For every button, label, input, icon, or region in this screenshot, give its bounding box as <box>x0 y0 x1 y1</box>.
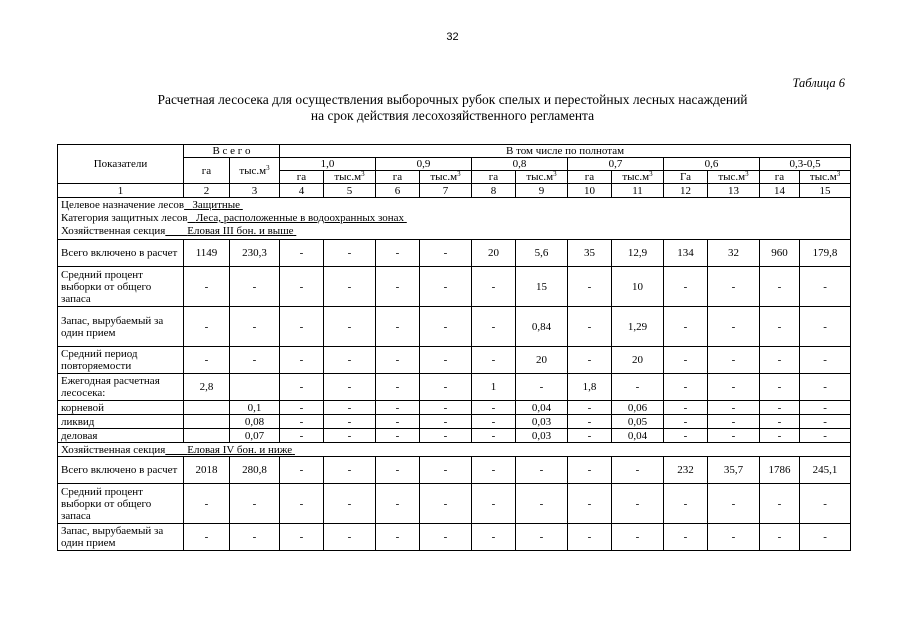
table-cell: - <box>280 457 324 484</box>
table-cell: - <box>708 415 760 429</box>
table-cell: - <box>324 457 376 484</box>
column-number: 13 <box>708 184 760 198</box>
forest-section: Хозяйственная секция Еловая III бон. и выше <box>61 225 294 237</box>
table-cell: - <box>280 524 324 551</box>
table-cell: - <box>376 267 420 307</box>
table-cell: - <box>280 374 324 401</box>
header-total: В с е г о <box>184 145 280 158</box>
table-cell: 20 <box>516 347 568 374</box>
table-cell: - <box>184 307 230 347</box>
table-cell: - <box>420 524 472 551</box>
table-cell: 0,03 <box>516 429 568 443</box>
table-cell: 280,8 <box>230 457 280 484</box>
table-cell: - <box>376 240 420 267</box>
header-unit-ha: га <box>376 171 420 184</box>
table-cell: 32 <box>708 240 760 267</box>
column-number: 12 <box>664 184 708 198</box>
table-cell: - <box>324 347 376 374</box>
table-cell: - <box>800 307 851 347</box>
table-cell: - <box>280 240 324 267</box>
column-number: 11 <box>612 184 664 198</box>
table-row <box>58 457 851 484</box>
table-cell: - <box>800 429 851 443</box>
row-label: корневой <box>58 401 184 415</box>
allowable-cut-table <box>57 144 851 551</box>
table-cell: - <box>708 267 760 307</box>
table-cell: - <box>664 401 708 415</box>
table-cell: - <box>664 484 708 524</box>
table-cell: - <box>472 267 516 307</box>
table-cell: 1149 <box>184 240 230 267</box>
table-row <box>58 374 851 401</box>
column-number: 1 <box>58 184 184 198</box>
table-cell: - <box>184 484 230 524</box>
column-number: 7 <box>420 184 472 198</box>
column-number: 14 <box>760 184 800 198</box>
table-cell <box>184 415 230 429</box>
table-cell: - <box>568 401 612 415</box>
table-cell: - <box>420 267 472 307</box>
table-cell: - <box>760 267 800 307</box>
table-cell: - <box>708 347 760 374</box>
table-cell: - <box>568 484 612 524</box>
column-number: 5 <box>324 184 376 198</box>
table-row <box>58 429 851 443</box>
header-total-tys: $тыс.м^3$ <box>230 158 280 184</box>
table-label: Таблица 6 <box>792 76 845 90</box>
table-cell: - <box>324 240 376 267</box>
table-cell: - <box>664 429 708 443</box>
column-number: 10 <box>568 184 612 198</box>
table-cell: - <box>472 401 516 415</box>
table-cell: 179,8 <box>800 240 851 267</box>
table-cell: 10 <box>612 267 664 307</box>
table-cell: - <box>280 347 324 374</box>
row-label: Средний процент выборки от общего запаса <box>58 484 184 524</box>
table-cell: - <box>708 429 760 443</box>
table-cell: - <box>376 429 420 443</box>
table-cell: - <box>230 484 280 524</box>
header-density-0-8: 0,8 <box>472 158 568 171</box>
table-cell: - <box>664 374 708 401</box>
table-cell: - <box>760 524 800 551</box>
header-unit-tys: $тыс.м^3$ <box>324 171 376 184</box>
header-unit-ha: га <box>568 171 612 184</box>
table-cell: - <box>472 524 516 551</box>
table-cell: - <box>760 415 800 429</box>
table-cell: 1 <box>472 374 516 401</box>
table-cell: 35,7 <box>708 457 760 484</box>
table-cell: - <box>612 374 664 401</box>
table-cell <box>184 401 230 415</box>
header-unit-ha: га <box>472 171 516 184</box>
forest-purpose: Целевое назначение лесов Защитные <box>61 199 241 211</box>
table-cell: - <box>420 457 472 484</box>
table-cell: - <box>664 415 708 429</box>
table-cell: - <box>280 415 324 429</box>
table-cell: - <box>324 267 376 307</box>
header-density-0-3-0-5: 0,3-0,5 <box>760 158 851 171</box>
document-title <box>0 92 905 124</box>
table-cell: - <box>230 267 280 307</box>
table-cell: - <box>760 401 800 415</box>
table-cell: - <box>280 267 324 307</box>
column-number: 6 <box>376 184 420 198</box>
table-cell: 35 <box>568 240 612 267</box>
table-cell: - <box>708 524 760 551</box>
table-cell: - <box>516 524 568 551</box>
table-cell: 20 <box>472 240 516 267</box>
table-cell: - <box>800 267 851 307</box>
table-cell: - <box>516 457 568 484</box>
table-cell: - <box>708 374 760 401</box>
table-cell: - <box>760 484 800 524</box>
table-cell: - <box>800 374 851 401</box>
table-row <box>58 484 851 524</box>
table-cell: 0,04 <box>516 401 568 415</box>
table-row <box>58 401 851 415</box>
table-cell: - <box>324 401 376 415</box>
table-cell: - <box>376 484 420 524</box>
table-cell: - <box>280 429 324 443</box>
table-cell: 2,8 <box>184 374 230 401</box>
table-cell: - <box>472 307 516 347</box>
header-unit-tys: $тыс.м^3$ <box>420 171 472 184</box>
table-cell: 0,06 <box>612 401 664 415</box>
table-cell: - <box>472 484 516 524</box>
page-number: 32 <box>446 31 459 43</box>
table-cell: - <box>760 374 800 401</box>
table-cell: 134 <box>664 240 708 267</box>
table-cell: 1,29 <box>612 307 664 347</box>
column-number: 2 <box>184 184 230 198</box>
table-cell: - <box>612 484 664 524</box>
table-cell: 0,07 <box>230 429 280 443</box>
column-number: 9 <box>516 184 568 198</box>
table-cell: - <box>420 374 472 401</box>
table-row <box>58 307 851 347</box>
table-row <box>58 347 851 374</box>
table-cell: - <box>230 347 280 374</box>
table-cell: - <box>420 401 472 415</box>
table-cell: - <box>568 307 612 347</box>
table-cell: - <box>184 347 230 374</box>
header-density-0-9: 0,9 <box>376 158 472 171</box>
table-cell: 0,05 <box>612 415 664 429</box>
table-cell: - <box>376 401 420 415</box>
table-cell: - <box>472 429 516 443</box>
table-cell: - <box>708 484 760 524</box>
table-cell: 0,84 <box>516 307 568 347</box>
header-density-group: В том числе по полнотам <box>280 145 851 158</box>
table-cell: 0,1 <box>230 401 280 415</box>
table-cell: - <box>280 401 324 415</box>
table-cell: - <box>568 457 612 484</box>
table-cell: - <box>472 457 516 484</box>
table-cell: - <box>612 457 664 484</box>
table-cell: - <box>760 347 800 374</box>
table-cell: - <box>664 347 708 374</box>
table-cell: - <box>280 484 324 524</box>
forest-section-2: Хозяйственная секция Еловая IV бон. и ниже <box>58 443 851 457</box>
table-row <box>58 524 851 551</box>
forest-category: Категория защитных лесов Леса, расположенные в водоохранных зонах <box>61 212 405 224</box>
table-cell: - <box>516 374 568 401</box>
table-cell: 0,03 <box>516 415 568 429</box>
table-cell: - <box>472 347 516 374</box>
table-cell: 15 <box>516 267 568 307</box>
header-unit-tys: $тыс.м^3$ <box>612 171 664 184</box>
row-label: Запас, вырубаемый за один прием <box>58 307 184 347</box>
forest-info-block <box>58 198 851 240</box>
table-cell: - <box>568 415 612 429</box>
table-cell: - <box>760 429 800 443</box>
header-total-ha: га <box>184 158 230 184</box>
table-cell <box>184 429 230 443</box>
table-cell: - <box>664 267 708 307</box>
table-cell: 230,3 <box>230 240 280 267</box>
row-label: Ежегодная расчетная лесосека: <box>58 374 184 401</box>
table-cell: - <box>230 307 280 347</box>
title-line-1: Расчетная лесосека для осуществления выборочных рубок спелых и перестойных лесных насаждений <box>157 92 748 107</box>
table-cell: - <box>800 415 851 429</box>
table-cell: - <box>664 307 708 347</box>
table-cell: - <box>324 374 376 401</box>
row-label: Всего включено в расчет <box>58 457 184 484</box>
table-cell: - <box>376 524 420 551</box>
table-cell: - <box>230 524 280 551</box>
row-label: Всего включено в расчет <box>58 240 184 267</box>
table-cell: - <box>800 347 851 374</box>
header-unit-ha: Га <box>664 171 708 184</box>
table-cell: - <box>420 240 472 267</box>
table-cell: - <box>376 457 420 484</box>
row-label: Средний период повторяемости <box>58 347 184 374</box>
table-cell: 12,9 <box>612 240 664 267</box>
table-cell: 5,6 <box>516 240 568 267</box>
table-cell: - <box>324 484 376 524</box>
forest-section-2-row <box>58 443 851 457</box>
header-unit-tys: $тыс.м^3$ <box>800 171 851 184</box>
header-unit-tys: $тыс.м^3$ <box>516 171 568 184</box>
header-density-0-6: 0,6 <box>664 158 760 171</box>
table-cell: - <box>708 307 760 347</box>
header-indicators: Показатели <box>58 145 184 184</box>
table-cell: - <box>184 267 230 307</box>
table-row <box>58 415 851 429</box>
row-label: ликвид <box>58 415 184 429</box>
table-cell: 0,04 <box>612 429 664 443</box>
table-cell: - <box>420 307 472 347</box>
table-row <box>58 267 851 307</box>
table-cell: - <box>664 524 708 551</box>
column-number: 8 <box>472 184 516 198</box>
table-cell: 1786 <box>760 457 800 484</box>
table-cell: - <box>568 267 612 307</box>
column-number: 3 <box>230 184 280 198</box>
table-cell: - <box>800 524 851 551</box>
table-cell: 960 <box>760 240 800 267</box>
title-line-2: на срок действия лесохозяйственного регламента <box>310 108 595 123</box>
header-density-0-7: 0,7 <box>568 158 664 171</box>
table-cell: 232 <box>664 457 708 484</box>
table-cell: - <box>800 484 851 524</box>
table-cell: - <box>184 524 230 551</box>
table-cell <box>230 374 280 401</box>
header-unit-ha: га <box>280 171 324 184</box>
table-cell: - <box>324 429 376 443</box>
table-cell: - <box>280 307 324 347</box>
table-cell: 1,8 <box>568 374 612 401</box>
column-number: 15 <box>800 184 851 198</box>
table-cell: - <box>420 347 472 374</box>
table-cell: - <box>568 347 612 374</box>
table-cell: - <box>324 415 376 429</box>
row-label: деловая <box>58 429 184 443</box>
table-cell: - <box>568 524 612 551</box>
table-cell: - <box>376 415 420 429</box>
table-cell: - <box>708 401 760 415</box>
table-cell: - <box>420 429 472 443</box>
table-cell: - <box>420 415 472 429</box>
table-cell: - <box>800 401 851 415</box>
table-cell: 0,08 <box>230 415 280 429</box>
table-cell: - <box>376 347 420 374</box>
table-cell: - <box>376 307 420 347</box>
table-cell: - <box>612 524 664 551</box>
table-cell: - <box>420 484 472 524</box>
header-unit-ha: га <box>760 171 800 184</box>
table-cell: - <box>568 429 612 443</box>
table-cell: - <box>472 415 516 429</box>
table-cell: - <box>376 374 420 401</box>
row-label: Запас, вырубаемый за один прием <box>58 524 184 551</box>
table-cell: 2018 <box>184 457 230 484</box>
header-unit-tys: $тыс.м^3$ <box>708 171 760 184</box>
header-density-1-0: 1,0 <box>280 158 376 171</box>
column-number: 4 <box>280 184 324 198</box>
table-cell: - <box>760 307 800 347</box>
table-cell: 245,1 <box>800 457 851 484</box>
table-cell: - <box>324 524 376 551</box>
row-label: Средний процент выборки от общего запаса <box>58 267 184 307</box>
table-row <box>58 240 851 267</box>
table-cell: - <box>324 307 376 347</box>
table-cell: - <box>516 484 568 524</box>
table-cell: 20 <box>612 347 664 374</box>
